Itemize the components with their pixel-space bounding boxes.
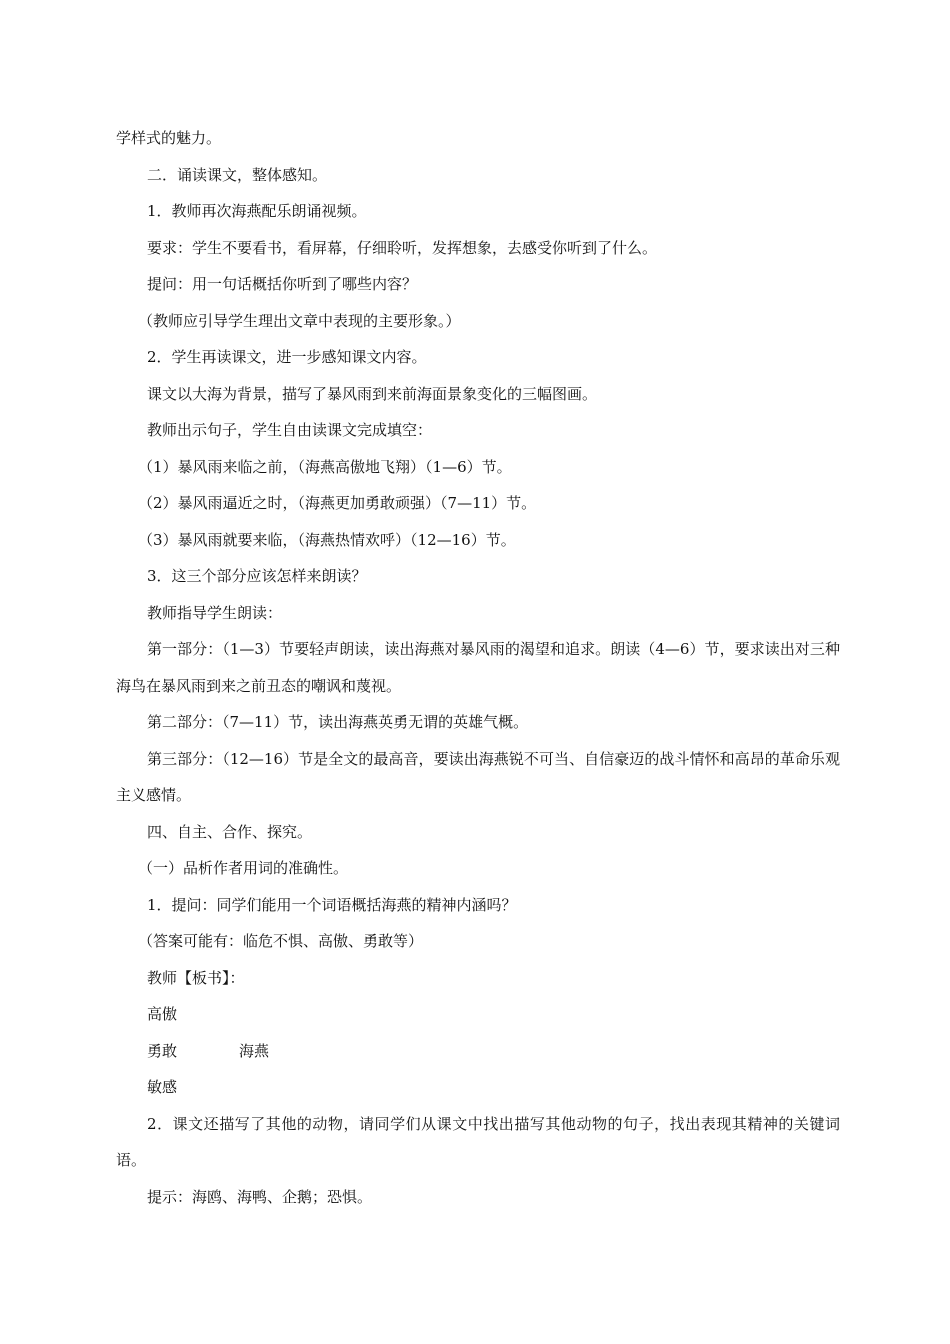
document-body xyxy=(116,120,840,1215)
reading-part-3: 第三部分：（12—16）节是全文的最高音，要读出海燕锐不可当、自信豪迈的战斗情怀和高昂的革命乐观主义感情。 xyxy=(116,749,840,804)
fill-in-instruction: 教师出示句子，学生自由读课文完成填空： xyxy=(147,421,433,439)
hint-text: 提示：海鸥、海鸭、企鹅；恐惧。 xyxy=(147,1187,373,1206)
paragraph-continuation: 学样式的魅力。 xyxy=(116,129,222,147)
section-heading-4: 四、自主、合作、探究。 xyxy=(147,822,313,841)
answer-hint: （答案可能有：临危不惧、高傲、勇敢等） xyxy=(138,932,424,950)
question-text: 提问：用一句话概括你听到了哪些内容？ xyxy=(147,275,418,293)
step-2: 2．学生再读课文，进一步感知课文内容。 xyxy=(147,348,427,366)
fill-in-item-2: （2）暴风雨逼近之时，（海燕更加勇敢顽强）（7—11）节。 xyxy=(138,494,537,512)
step-3: 3．这三个部分应该怎样来朗读？ xyxy=(147,567,367,585)
fill-in-item-3: （3）暴风雨就要来临，（海燕热情欢呼）（12—16）节。 xyxy=(138,530,516,549)
question-1: 1．提问：同学们能用一个词语概括海燕的精神内涵吗？ xyxy=(147,895,517,914)
reading-part-1: 第一部分：（1—3）节要轻声朗读，读出海燕对暴风雨的渴望和追求。朗读（4—6）节，要求读出对三种海鸟在暴风雨到来之前丑态的嘲讽和蔑视。 xyxy=(116,640,840,695)
requirement-text: 要求：学生不要看书，看屏幕，仔细聆听，发挥想象，去感受你听到了什么。 xyxy=(147,238,658,257)
step-1: 1．教师再次海燕配乐朗诵视频。 xyxy=(147,202,367,220)
board-word-brave: 勇敢 xyxy=(147,1041,178,1060)
reading-guidance-heading: 教师指导学生朗读： xyxy=(147,603,283,622)
board-row-middle xyxy=(116,1033,840,1070)
text-summary: 课文以大海为背景，描写了暴风雨到来前海面景象变化的三幅图画。 xyxy=(147,384,598,403)
board-word-sensitive: 敏感 xyxy=(147,1078,178,1096)
teacher-note: （教师应引导学生理出文章中表现的主要形象。） xyxy=(138,311,461,330)
question-2: 2．课文还描写了其他的动物，请同学们从课文中找出描写其他动物的句子，找出表现其精神的关键词语。 xyxy=(116,1114,840,1169)
board-writing-label: 教师【板书】： xyxy=(147,968,245,987)
board-word-petrel: 海燕 xyxy=(239,1041,270,1060)
reading-part-2: 第二部分：（7—11）节，读出海燕英勇无谓的英雄气概。 xyxy=(147,713,529,731)
board-word-proud: 高傲 xyxy=(147,1005,178,1023)
fill-in-item-1: （1）暴风雨来临之前，（海燕高傲地飞翔）（1—6）节。 xyxy=(138,457,512,476)
subsection-heading-1: （一）品析作者用词的准确性。 xyxy=(138,859,349,877)
section-heading-2: 二．诵读课文，整体感知。 xyxy=(147,165,328,184)
